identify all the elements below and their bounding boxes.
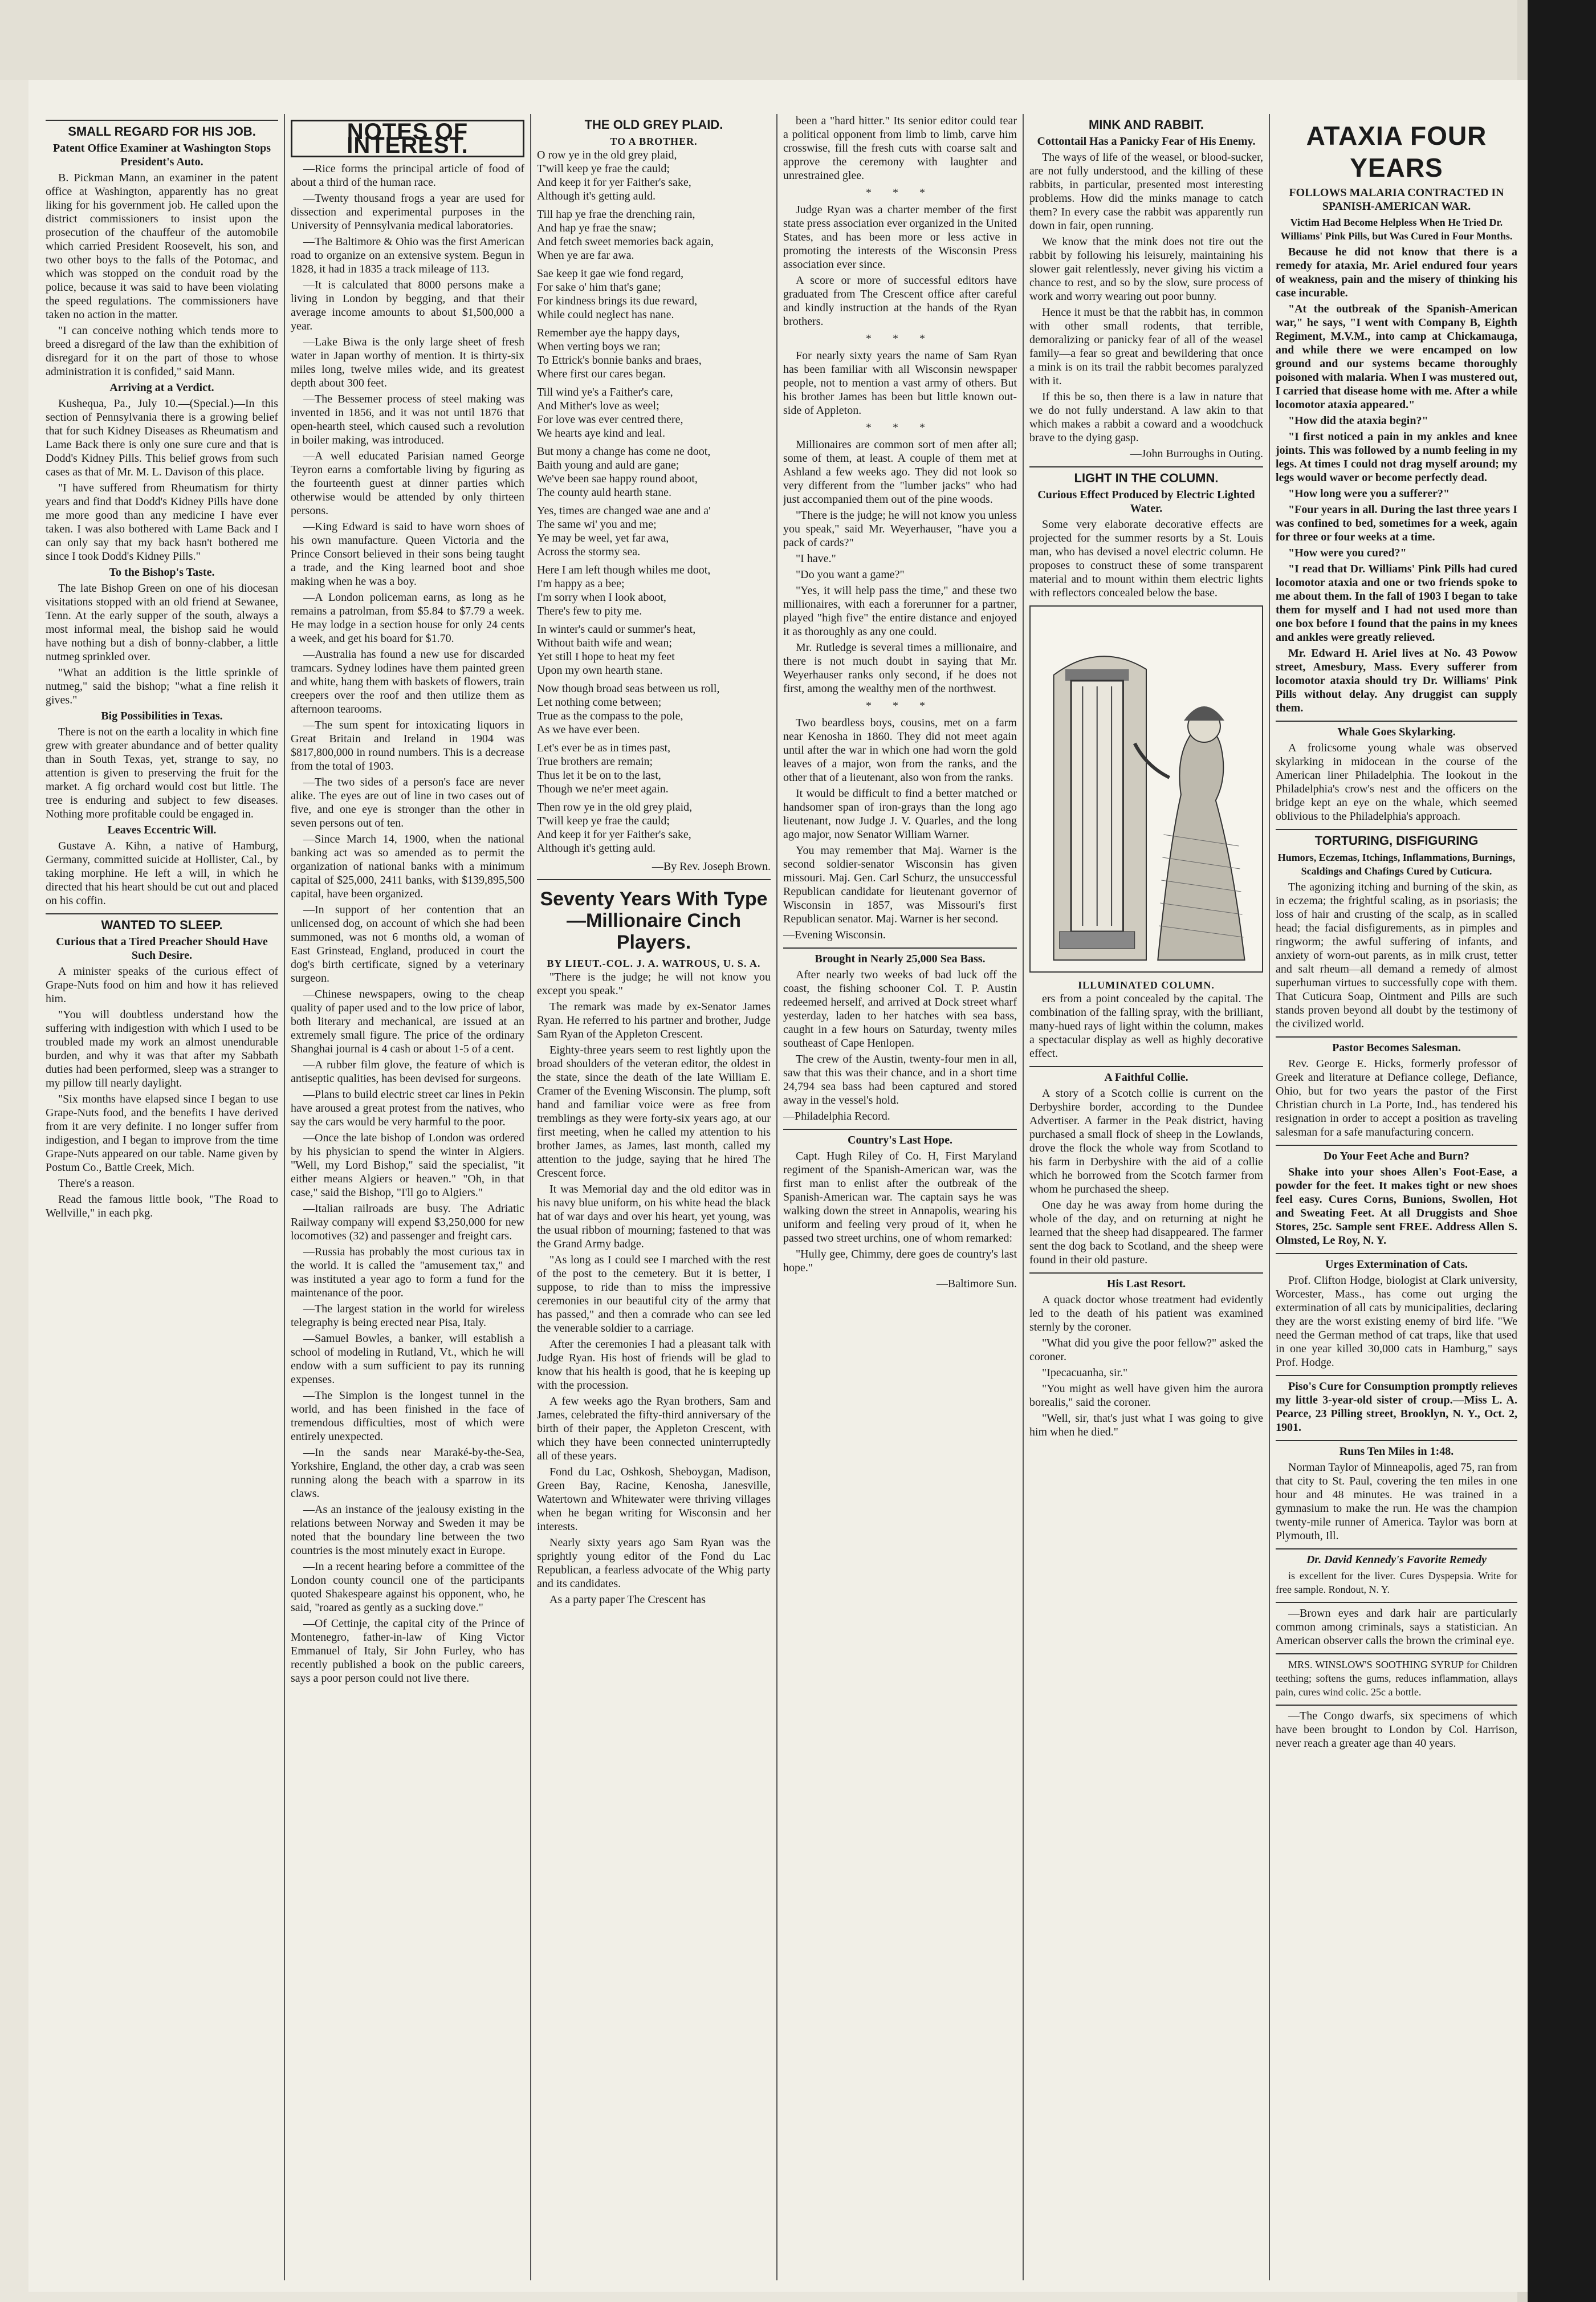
article-text: The ways of life of the weasel, or blood-sucker, are not fully understood, and the killing of these rabbits, in particular, presented most interesting problems. How did the minks manage to catch them? In every case the rabbit was apparently run down in fair, open running.: [1029, 151, 1263, 232]
headline-arriving-verdict: Arriving at a Verdict.: [109, 381, 214, 394]
illuminated-column-illustration: [1029, 605, 1263, 973]
article-text: "There is the judge; he will not know you except you speak.": [537, 971, 771, 997]
headline-cats: Urges Extermination of Cats.: [1325, 1258, 1468, 1271]
column-4: [783, 114, 1017, 2280]
subhead-tired-preacher: Curious that a Tired Preacher Should Have Such Desire.: [56, 936, 268, 962]
subhead-electric-water: Curious Effect Produced by Electric Lighted Water.: [1037, 489, 1255, 515]
note-item: —In the sands near Maraké-by-the-Sea, Yorkshire, England, the other day, a crab was seen running along the beach with a sparrow in its claws.: [291, 1446, 524, 1500]
note-item: —Italian railroads are busy. The Adriatic Railway company will expend $3,250,000 for new locomotives (32) and passenger and freight cars.: [291, 1202, 524, 1242]
article-text: The remark was made by ex-Senator James Ryan. He referred to his partner and brother, Judge Sam Ryan of the Appleton Crescent.: [537, 1000, 771, 1040]
article-text: A score or more of successful editors have graduated from The Crescent office after careful and kindly instruction at the hands of the Ryan brothers.: [783, 274, 1017, 328]
article-text: Prof. Clifton Hodge, biologist at Clark university, Worcester, Mass., has come out urging the extermination of all cats by municipalities, declaring they are the worst existing enemy of bird life. "We need the German method of cat traps, like that used in one year killed 30,000 cats in Hamburg," says Prof. Hodge.: [1276, 1274, 1517, 1369]
headline-feet: Do Your Feet Ache and Burn?: [1323, 1150, 1470, 1162]
article-text: "Well, sir, that's just what I was going to give him when he died.": [1029, 1412, 1263, 1438]
article-text: As a party paper The Crescent has: [549, 1593, 706, 1606]
scan-top-margin: [0, 0, 1596, 80]
note-item: —Once the late bishop of London was ordered by his physician to spend the winter in Algiers. "Well, my Lord Bishop," said the specialist, "it either means Algiers or heaven." "Oh, in that case," said the Bishop, "I'll go to Algiers.": [291, 1132, 524, 1199]
note-item: —In support of her contention that an unlicensed dog, on account of which she had been summoned, was not 6 months old, a woman of East Grinstead, England, produced in court the dog's birth certificate, signed by a veterinary surgeon.: [291, 904, 524, 985]
newspaper-page: [28, 80, 1528, 2292]
note-item: —The two sides of a person's face are never alike. The eyes are out of line in two cases out of five, and one eye is stronger than the other in seven persons out of ten.: [291, 776, 524, 829]
article-text: "Ipecacuanha, sir.": [1042, 1366, 1128, 1379]
note-item: —In a recent hearing before a committee of the London county council one of the participants quoted Shakespeare against his opponent, who, he said, "roared as gently as a sucking dove.": [291, 1560, 524, 1614]
article-text: "How did the ataxia begin?": [1288, 414, 1428, 427]
article-text: Capt. Hugh Riley of Co. H, First Maryland regiment of the Spanish-American war, was the first man to enlist after the outbreak of the Spanish-American war. The captain says he was walking down the street in Annapolis, wearing his uniform and feeling very proud of it, when he passed two street urchins, one of whom remarked:: [783, 1150, 1017, 1244]
article-text: We know that the mink does not tire out the rabbit by following his leisurely, maintaining his slower gait relentlessly, never giving his victim a chance to rest, and so by the slow, sure process of work and worry wearing out poor bunny.: [1029, 235, 1263, 303]
article-text: "There is the judge; he will not know you unless you speak," said Mr. Weyerhauser, "have you a pack of cards?": [783, 509, 1017, 549]
advertisement-text: is excellent for the liver. Cures Dyspepsia. Write for free sample. Rondout, N. Y.: [1276, 1570, 1517, 1595]
source-credit: —Philadelphia Record.: [783, 1110, 890, 1122]
source-credit: —Evening Wisconsin.: [783, 929, 886, 941]
note-item: —The Baltimore & Ohio was the first American road to organize on an extensive system. Begun in 1828, it had in 1835 a track mileage of 113.: [291, 235, 524, 275]
note-item: —The Bessemer process of steel making was invented in 1856, and it was not until 1876 that open-hearth steel, which caused such a revolution in boiler making, was introduced.: [291, 393, 524, 446]
poem-stanza: Let's ever be as in times past, True brothers are remain; Thus let it be on to the last, Though we ne'er meet again.: [537, 742, 671, 795]
column-2: [291, 114, 524, 2280]
article-text: Two beardless boys, cousins, met on a farm near Kenosha in 1860. They did not meet again until after the war in which one had worn the gold leaves of a major, won from the ranks, and the other that of a lieutenant, also won from the ranks.: [783, 717, 1017, 784]
article-text: Rev. George E. Hicks, formerly professor of Greek and literature at Defiance college, Defiance, Ohio, but for two years the pastor of the First Christian church in La Porte, Ind., has tendered his resignation in order to accept a position as traveling salesman for a safe manufacturing concern.: [1276, 1058, 1517, 1138]
note-item: —A London policeman earns, as long as he remains a patrolman, from $5.84 to $7.79 a week. He may lodge in a section house for only 24 cents a week, and get his board for $1.70.: [291, 591, 524, 645]
illustration-caption: ILLUMINATED COLUMN.: [1078, 979, 1215, 991]
article-text: been a "hard hitter." Its senior editor could tear a political opponent from limb to limb, carve him crosswise, fill the fresh cuts with coarse salt and approve the ceremony with laughter and unrestrained glee.: [783, 115, 1017, 182]
note-item: —Of Cettinje, the capital city of the Prince of Montenegro, father-in-law of King Victor Emmanuel of Italy, Sir John Furley, who has recently published a book on the public careers, says a poor person could not live there.: [291, 1617, 524, 1685]
poem-signature: —By Rev. Joseph Brown.: [652, 860, 771, 873]
article-text: Read the famous little book, "The Road to Wellville," in each pkg.: [46, 1193, 278, 1219]
article-text: There's a reason.: [58, 1177, 135, 1190]
column-drawing: [1031, 607, 1262, 971]
article-text: A story of a Scotch collie is current on the Derbyshire border, according to the Dundee Advertiser. A farmer in the Peak district, having purchased a small flock of sheep in the Lowlands, drove the flock the whole way from Scotland to his farm in Derbyshire with the aid of a collie which he borrowed from the Scotch farmer from whom he purchased the sheep.: [1029, 1087, 1263, 1195]
article-text: Mr. Edward H. Ariel lives at No. 43 Powow street, Amesbury, Mass. Every sufferer from locomotor ataxia should try Dr. Williams' Pink Pills without delay. Any druggist can supply them.: [1276, 647, 1517, 714]
poem-stanza: Till wind ye's a Faither's care, And Mither's love as weel; For love was ever centred there, We hearts aye kind and leal.: [537, 386, 683, 440]
article-text: "How long were you a sufferer?": [1288, 487, 1450, 500]
poem-title: THE OLD GREY PLAID.: [584, 117, 723, 132]
headline-texas: Big Possibilities in Texas.: [101, 710, 223, 722]
note-item: —Russia has probably the most curious tax in the world. It is called the "amusement tax," and was instituted a year ago to form a fund for the maintenance of the poor.: [291, 1246, 524, 1299]
poem-stanza: Yes, times are changed wae ane and a' The same wi' you and me; Ye may be weel, yet far awa, Across the stormy sea.: [537, 505, 711, 558]
article-text: "You might as well have given him the aurora borealis," said the coroner.: [1029, 1382, 1263, 1409]
poem-stanza: Here I am left though whiles me doot, I'm happy as a bee; I'm sorry when I look aboot, There's few to pity me.: [537, 564, 711, 617]
article-text: The agonizing itching and burning of the skin, as in eczema; the frightful scaling, as in psoriasis; the loss of hair and crusting of the scalp, as in scalled head; the facial disfigurements, as in pimples and ringworm; the awful suffering of infants, and anxiety of worn-out parents, as in milk crust, tetter and salt rheum—all demand a remedy of almost superhuman virtues to successfully cope with them. That Cuticura Soap, Ointment and Pills are such stands proven beyond all doubt by the testimony of the civilized world.: [1276, 881, 1517, 1030]
article-text: A quack doctor whose treatment had evidently led to the death of his patient was examined sternly by the coroner.: [1029, 1294, 1263, 1333]
column-rule: [1023, 114, 1024, 2280]
article-text: "Six months have elapsed since I began to use Grape-Nuts food, and the benefits I have derived from it are very definite. I no longer suffer from indigestion, and I began to improve from the time Grape-Nuts appeared on our table. Name given by Postum Co., Battle Creek, Mich.: [46, 1093, 278, 1174]
article-text: "I can conceive nothing which tends more to breed a disregard of the law than the exhibition of disregard for it on the part of those to whose administration it is confided," said Mann.: [46, 324, 278, 378]
headline-last-resort: His Last Resort.: [1106, 1278, 1186, 1290]
article-text: "What an addition is the little sprinkle of nutmeg," said the bishop; "what a fine relish it gives.": [46, 666, 278, 706]
column-3: [537, 114, 771, 2280]
subhead-cottontail: Cottontail Has a Panicky Fear of His Enemy.: [1037, 135, 1256, 148]
subhead-cuticura: Humors, Eczemas, Itchings, Inflammations, Burnings, Scaldings and Chafings Cured by Cuticura.: [1277, 852, 1516, 877]
article-text: It was Memorial day and the old editor was in his navy blue uniform, on his white head the black hat of war days and over his heart, yet young, was the usual ribbon of mourning; fastened to that was the Grand Army badge.: [537, 1183, 771, 1250]
article-text: "At the outbreak of the Spanish-American war," he says, "I went with Company B, Eighth Regiment, M.V.M., into camp at Chickamauga, and while there we were encamped on low ground and our systems became thoroughly poisoned with malaria. When I was mustered out, I carried that disease home with me. After a while locomotor ataxia appeared.": [1276, 303, 1517, 411]
article-text: A few weeks ago the Ryan brothers, Sam and James, celebrated the fifty-third anniversary of the birth of their paper, the Appleton Crescent, with which they have been connected uninterruptedly all of these years.: [537, 1395, 771, 1462]
article-text: It would be difficult to find a better matched or handsomer span of iron-grays than the long ago lieutenant, now Judge J. V. Quarles, and the long ago major, now Senator William Warner.: [783, 787, 1017, 841]
article-text: "You will doubtless understand how the suffering with indigestion with which I used to be troubled made my work an almost unendurable burden, and why it was that after my Sabbath duties had been performed, sleep was a stranger to my pillow till nearly daylight.: [46, 1008, 278, 1089]
headline-bishops-taste: To the Bishop's Taste.: [109, 566, 215, 579]
note-item: —As an instance of the jealousy existing in the relations between Norway and Sweden it may be noted that the boundary line between the two countries is the most minutely exact in Europe.: [291, 1503, 524, 1557]
article-text: "I first noticed a pain in my ankles and knee joints. This was followed by a numb feeling in my legs. At times I could not drag myself around; my legs would waver or become perfectly dead.: [1276, 430, 1517, 484]
scan-dark-edge: [1528, 0, 1596, 2302]
subhead-patent-office: Patent Office Examiner at Washington Stops President's Auto.: [52, 142, 271, 168]
column-1: [46, 114, 278, 2280]
section-divider: * * *: [866, 332, 934, 345]
article-text: There is not on the earth a locality in which fine grew with greater abundance and of better quality than in South Texas, yet, strange to say, no attention is given to preserving the fruit for the market. A fig orchard would cost but little. The tree is enduring and subject to few diseases. Nothing more profitable could be engaged in.: [46, 726, 278, 820]
article-text: The crew of the Austin, twenty-four men in all, saw that this was their chance, and in a short time 24,794 sea bass had been captured and stored away in the vessel's hold.: [783, 1053, 1017, 1107]
article-text: The late Bishop Green on one of his diocesan visitations stopped with an old friend at Sewanee, Tenn. At the early supper of the south, always a most informal meal, the bishop said he would have nothing but a dish of bonny-clabber, a little nutmeg sprinkled over.: [46, 582, 278, 663]
poem-dedication: TO A BROTHER.: [610, 136, 698, 147]
note-item: —The largest station in the world for wireless telegraphy is being erected near Pisa, Italy.: [291, 1303, 524, 1329]
note-item: —It is calculated that 8000 persons make a living in London by begging, and that their average income amounts to about $1,500,000 a year.: [291, 279, 524, 332]
section-divider: * * *: [866, 699, 934, 712]
article-text: Kushequa, Pa., July 10.—(Special.)—In this section of Pennsylvania there is a growing belief that for such Kidney Diseases as Rheumatism and Lame Back there is only one sure cure and that is Dodd's Kidney Pills. This belief grows from such cases as that of Mr. M. L. Davison of this place.: [46, 397, 278, 478]
headline-eccentric-will: Leaves Eccentric Will.: [107, 824, 217, 836]
column-rule: [284, 114, 285, 2280]
article-text: A frolicsome young whale was observed skylarking in midocean in the course of the American liner Philadelphia. The lookout in the Philadelphia's crow's nest and the officers on the bridge kept an eye on the whale, which seemed oblivious to the Philadelphia's approach.: [1276, 742, 1517, 823]
poem-stanza: Remember aye the happy days, When verting boys we ran; To Ettrick's bonnie banks and braes, Where first our cares began.: [537, 327, 702, 380]
headline-torturing: TORTURING, DISFIGURING: [1314, 833, 1479, 848]
headline-ten-miles: Runs Ten Miles in 1:48.: [1339, 1445, 1454, 1458]
poem-stanza: Till hap ye frae the drenching rain, And hap ye frae the snaw; And fetch sweet memories back again, When ye are far awa.: [537, 208, 714, 262]
article-text: Judge Ryan was a charter member of the first state press association ever organized in the United States, and has been more or less active in promoting the interests of the Wisconsin Press association ever since.: [783, 204, 1017, 271]
poem-stanza: Now though broad seas between us roll, Let nothing come between; True as the compass to the pole, As we have ever been.: [537, 682, 720, 736]
article-text: Because he did not know that there is a remedy for ataxia, Mr. Ariel endured four years of weakness, pain and the misery of thinking his case incurable.: [1276, 246, 1517, 299]
column-rule: [1269, 114, 1270, 2280]
note-item: —Samuel Bowles, a banker, will establish a school of modeling in Rutland, Vt., which he will endow with a sum sufficient to pay its running expenses.: [291, 1332, 524, 1386]
headline-wanted-to-sleep: WANTED TO SLEEP.: [101, 918, 223, 932]
headline-ataxia: ATAXIA FOUR YEARS: [1306, 121, 1487, 182]
headline-pastor: Pastor Becomes Salesman.: [1332, 1042, 1461, 1054]
advertisement-text: MRS. WINSLOW'S SOOTHING SYRUP for Children teething; softens the gums, reduces inflammation, allays pain, cures wind colic. 25c a bottle.: [1276, 1659, 1517, 1698]
headline-whale: Whale Goes Skylarking.: [1337, 726, 1456, 738]
subhead-victim: Victim Had Become Helpless When He Tried Dr. Williams' Pink Pills, but Was Cured in Four Months.: [1280, 217, 1513, 242]
column-6: [1276, 114, 1517, 2280]
poem-stanza: O row ye in the old grey plaid, T'will keep ye frae the cauld; And keep it for yer Faither's sake, Although it's getting auld.: [537, 149, 691, 202]
poem-stanza: But mony a change has come ne doot, Baith young and auld are gane; We've been sae happy round aboot, The county auld hearth stane.: [537, 445, 711, 499]
article-text: After the ceremonies I had a pleasant talk with Judge Ryan. His host of friends will be glad to know that his health is good, that he is keeping up with the procession.: [537, 1338, 771, 1392]
article-text: One day he was away from home during the whole of the day, and on returning at night he learned that the sheep had disappeared. The farmer sent the dog back to Scotland, and the sheep were found in their old pasture.: [1029, 1199, 1263, 1266]
headline-mink-rabbit: MINK AND RABBIT.: [1088, 117, 1204, 132]
article-text: Norman Taylor of Minneapolis, aged 75, ran from that city to St. Paul, covering the ten miles in one hour and 48 minutes. He was trained in a gymnasium to make the run. He was the champion twenty-mile runner of America. Taylor was born at Plymouth, Ill.: [1276, 1461, 1517, 1542]
byline: BY LIEUT.-COL. J. A. WATROUS, U. S. A.: [547, 958, 761, 969]
note-item: —Lake Biwa is the only large sheet of fresh water in Japan worthy of mention. It is thirty-six miles long, twelve miles wide, and its greatest depth about 300 feet.: [291, 336, 524, 389]
headline-light-column: LIGHT IN THE COLUMN.: [1074, 471, 1219, 485]
article-text: Nearly sixty years ago Sam Ryan was the sprightly young editor of the Fond du Lac Republican, a fearless advocate of the Whig party and its candidates.: [537, 1536, 771, 1590]
subhead-malaria: FOLLOWS MALARIA CONTRACTED IN SPANISH-AMERICAN WAR.: [1289, 186, 1504, 213]
article-text: "Yes, it will help pass the time," and these two millionaires, with each a forerunner for a partner, played "high five" the entire distance and enjoyed it as thoroughly as any one could.: [783, 584, 1017, 638]
note-item: —Plans to build electric street car lines in Pekin have aroused a great protest from the natives, who say the cars would be very harmful to the poor.: [291, 1088, 524, 1128]
article-text: Some very elaborate decorative effects are projected for the summer resorts by a St. Louis man, who has devised a novel electric column. He proposes to construct these of some transparent material and to mount within them electric lights with reflectors concealed below the base.: [1029, 518, 1263, 599]
article-text: "I read that Dr. Williams' Pink Pills had cured locomotor ataxia and one or two friends spoke to me about them. In the fall of 1903 I began to take them for myself and I had not used more than one box before I found that the pains in my knees and ankles were greatly relieved.: [1276, 563, 1517, 644]
article-text: —The Congo dwarfs, six specimens of which have been brought to London by Col. Harrison, never reach a greater age than 40 years.: [1276, 1710, 1517, 1750]
article-text: Mr. Rutledge is several times a millionaire, and there is not much doubt in saying that Mr. Weyerhauser ranks only second, if he does not first, among the wealthy men of the northwest.: [783, 641, 1017, 695]
note-item: —A well educated Parisian named George Teyron earns a comfortable living by figuring as the fourteenth guest at dinner parties which otherwise would be attended by only thirteen persons.: [291, 450, 524, 517]
article-text: After nearly two weeks of bad luck off the coast, the fishing schooner Col. T. P. Austin redeemed herself, and arrived at Dock street wharf yesterday, laden to her hatches with sea bass, caught in a few hours on Saturday, twenty miles southeast of Cape Henlopen.: [783, 969, 1017, 1050]
article-text: Gustave A. Kihn, a native of Hamburg, Germany, committed suicide at Hollister, Cal., by taking morphine. He left a will, in which he directed that his heart should be cut out and placed on his coffin.: [46, 840, 278, 907]
note-item: —The Simplon is the longest tunnel in the world, and has been finished in the face of tremendous difficulties, most of which were entirely unexpected.: [291, 1389, 524, 1443]
article-text: "Hully gee, Chimmy, dere goes de country's last hope.": [783, 1248, 1017, 1274]
section-divider: * * *: [866, 421, 934, 434]
article-text: You may remember that Maj. Warner is the second soldier-senator Wisconsin has given missouri. Maj. Gen. Carl Schurz, the unsuccessful Republican candidate for lieutenant governor of Wisconsin in 1857, was Missouri's first Republican senator. Maj. Warner is her second.: [783, 844, 1017, 925]
note-item: —King Edward is said to have worn shoes of his own manufacture. Queen Victoria and the Prince Consort believed in their sons being taught a trade, and the King learned boot and shoe making when he was a boy.: [291, 520, 524, 588]
poem-stanza: Sae keep it gae wie fond regard, For sake o' him that's gane; For kindness brings its due reward, While could neglect has nane.: [537, 267, 698, 321]
ad-kennedy-title: Dr. David Kennedy's Favorite Remedy: [1306, 1553, 1487, 1566]
note-item: —The sum spent for intoxicating liquors in Great Britain and Ireland in 1904 was $817,800,000 in round numbers. This is a decrease from the total of 1903.: [291, 719, 524, 772]
column-rule: [776, 114, 777, 2280]
note-item: —Chinese newspapers, owing to the cheap quality of paper used and to the low price of labor, both literary and mechanical, are issued at an extremely small figure. The price of the ordinary Shanghai journal is 4 cash or about 1-5 of a cent.: [291, 988, 524, 1055]
column-rule: [530, 114, 531, 2280]
headline-faithful-collie: A Faithful Collie.: [1104, 1071, 1188, 1084]
article-text: B. Pickman Mann, an examiner in the patent office at Washington, apparently has no great liking for his government job. He called upon the district commissioners to insist upon the prosecution of the chauffeur of the automobile which carried President Roosevelt, his son, and two other boys to the falls of the Potomac, and which was stopped on the conduit road by the police, because it was said to have been violating the speed regulations. The commissioners have taken no action in the matter.: [46, 172, 278, 321]
article-text: If this be so, then there is a law in nature that we do not fully understand. A law akin to that which makes a rabbit a coward and a woodchuck brave to the dying gasp.: [1029, 391, 1263, 444]
source-credit: —Baltimore Sun.: [936, 1278, 1017, 1290]
poem-stanza: Then row ye in the old grey plaid, T'will keep ye frae the cauld; And keep it for yer Faither's sake, Although it's getting auld.: [537, 801, 693, 855]
notes-of-interest-heading: NOTES OF INTEREST.: [291, 120, 524, 157]
article-text: "I have.": [796, 552, 836, 565]
note-item: —Twenty thousand frogs a year are used for dissection and experimental purposes in the University of Pennsylvania medical laboratories.: [291, 192, 524, 232]
source-credit: —John Burroughs in Outing.: [1130, 448, 1263, 460]
poem-stanza: In winter's cauld or summer's heat, Without baith wife and wean; Yet still I hope to heat my feet Upon my own hearth stane.: [537, 623, 696, 677]
headline-small-regard: SMALL REGARD FOR HIS JOB.: [68, 124, 256, 139]
note-item: —Rice forms the principal article of food of about a third of the human race.: [291, 162, 524, 189]
advertisement-text: Piso's Cure for Consumption promptly relieves my little 3-year-old sister of croup.—Miss L. A. Pearce, 23 Pilling street, Brooklyn, N. Y., Oct. 2, 1901.: [1276, 1380, 1517, 1434]
article-text: —Brown eyes and dark hair are particularly common among criminals, says a statistician. An American observer calls the brown the criminal eye.: [1276, 1607, 1517, 1647]
article-text: "Do you want a game?": [796, 568, 905, 581]
article-text: ers from a point concealed by the capital. The combination of the falling spray, with the brilliant, many-hued rays of light within the column, makes a spectacular display as well as highly decorative effect.: [1029, 993, 1263, 1060]
article-text: "Four years in all. During the last three years I was confined to bed, sometimes for a week, again for three or four weeks at a time.: [1276, 503, 1517, 543]
article-text: Millionaires are common sort of men after all; some of them, at least. A couple of them met at Ashland a few weeks ago. They did not look so very different from the "lumber jacks" who had just accompanied them out of the pine woods.: [783, 438, 1017, 506]
article-text: "I have suffered from Rheumatism for thirty years and find that Dodd's Kidney Pills have done me more good than any medicine I have ever taken. I was also bothered with Lame Back and I can only say that my back hasn't bothered me since I took Dodd's Kidney Pills.": [46, 482, 278, 563]
section-divider: * * *: [866, 186, 934, 199]
article-text: For nearly sixty years the name of Sam Ryan has been familiar with all Wisconsin newspaper people, not to mention a vast army of others. But his brother James has been but little known out-side of Appleton.: [783, 349, 1017, 417]
note-item: —A rubber film glove, the feature of which is antiseptic qualities, has been devised for surgeons.: [291, 1059, 524, 1085]
article-text: "How were you cured?": [1288, 547, 1407, 559]
article-text: A minister speaks of the curious effect of Grape-Nuts food on him and how it has relieved him.: [46, 965, 278, 1005]
note-item: —Since March 14, 1900, when the national banking act was so amended as to permit the organization of national banks with a minimum capital of $25,000, 2411 banks, with $139,895,500 capital, have been organized.: [291, 833, 524, 900]
headline-seventy-years: Seventy Years With Type—Millionaire Cinch Players.: [540, 888, 768, 953]
advertisement-text: Shake into your shoes Allen's Foot-Ease, a powder for the feet. It makes tight or new shoes feel easy. Cures Corns, Bunions, Swollen, Hot and Sweating Feet. At all Druggists and Shoe Stores, 25c. Sample sent FREE. Address Allen S. Olmsted, Le Roy, N. Y.: [1276, 1166, 1517, 1247]
article-text: "As long as I could see I marched with the rest of the post to the cemetery. But it is better, I suppose, to ride than to miss the impressive ceremonies in our beautiful city of the army that has passed," and then a comrade who can see led the venerable soldier to a carriage.: [537, 1254, 771, 1335]
article-text: Eighty-three years seem to rest lightly upon the broad shoulders of the veteran editor, the oldest in the state, since the death of the late William E. Cramer of the Evening Wisconsin. The plump, soft hand and familiar voice were as free from tremblings as they were forty-six years ago, at our first meeting, when he called my attention to his brother James, as James, last month, called my attention to the judge, saying that he hired The Crescent force.: [537, 1044, 771, 1180]
article-text: Hence it must be that the rabbit has, in common with other small rodents, that terrible, demoralizing or panicky fear of all of the weasel family—a fear so great and bewildering that once a mink is on its trail the rabbit becomes paralyzed with it.: [1029, 306, 1263, 387]
column-5: [1029, 114, 1263, 2280]
headline-sea-bass: Brought in Nearly 25,000 Sea Bass.: [815, 953, 986, 965]
article-text: "What did you give the poor fellow?" asked the coroner.: [1029, 1337, 1263, 1363]
note-item: —Australia has found a new use for discarded tramcars. Sydney lodines have them painted green and white, hang them with baskets of flowers, train creepers over the roof and then utilize them as afternoon tearooms.: [291, 648, 524, 715]
article-text: Fond du Lac, Oshkosh, Sheboygan, Madison, Green Bay, Racine, Kenosha, Janesville, Watertown and Whitewater were thriving villages when he began writing for Wisconsin and her interests.: [537, 1466, 771, 1533]
headline-last-hope: Country's Last Hope.: [848, 1134, 952, 1146]
